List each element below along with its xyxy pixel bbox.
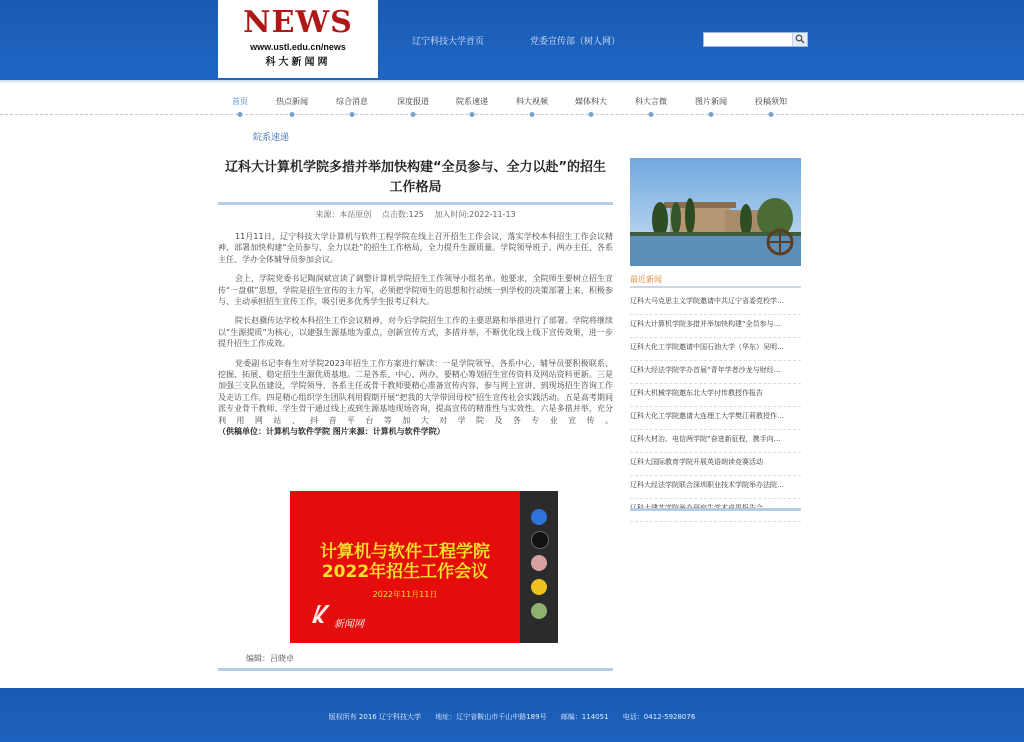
nav-item-in-depth[interactable]: 深度报道 xyxy=(397,97,429,106)
nav-dot xyxy=(769,112,774,117)
logo-news-text: NEWS xyxy=(243,5,353,40)
nav-item-weibo[interactable]: 科大言微 xyxy=(635,97,667,106)
recent-news-item[interactable]: 辽科大马克思主义学院邀请中共辽宁省委党校学… xyxy=(630,292,801,315)
nav-item-media[interactable]: 媒体科大 xyxy=(575,97,607,106)
article-paragraph xyxy=(218,358,613,438)
nav-dot xyxy=(350,112,355,117)
recent-news-item[interactable]: 辽科大化工学院邀请中国石油大学（华东）吴明… xyxy=(630,338,801,361)
article-credit: （供稿单位：计算机与软件学院 图片来源：计算机与软件学院） xyxy=(218,427,445,437)
article-editor: 编辑：吕晓卓 xyxy=(246,654,294,663)
recent-news-item[interactable]: 辽科大经法学院学办首届“青年学者沙龙与财经… xyxy=(630,361,801,384)
article-paragraph: 11月11日，辽宁科技大学计算机与软件工程学院在线上召开招生工作会议，落实学校本科招生工作会议精神，部署加快构建“全员参与、全力以赴”的招生工作格局，全力提升生源质量。学院领导班子、两办主任、各系主任、学办全体辅导员参加会议。 xyxy=(218,232,613,264)
nav-dot xyxy=(589,112,594,117)
nav-dot xyxy=(649,112,654,117)
nav-dot xyxy=(238,112,243,117)
nav-item-photo-news[interactable]: 图片新闻 xyxy=(695,97,727,106)
article-photo xyxy=(290,491,558,643)
participant-avatar xyxy=(531,603,547,619)
recent-news-list xyxy=(630,292,801,522)
nav-item-video[interactable]: 科大视频 xyxy=(516,97,548,106)
footer-phone: 电话：0412-5928076 xyxy=(622,713,696,721)
recent-news-item[interactable]: 辽科大机械学院邀东北大学付传教授作报告 xyxy=(630,384,801,407)
nav-dot xyxy=(411,112,416,117)
photo-title-line2: 2022年招生工作会议 xyxy=(321,562,489,582)
logo-site-name: 科大新闻网 xyxy=(265,57,331,68)
nav-dot xyxy=(530,112,535,117)
logo-url-text: www.ustl.edu.cn/news xyxy=(250,42,346,52)
site-footer xyxy=(0,688,1024,742)
recent-news-item[interactable]: 辽科大材冶、电信两学院“奋进新征程，携手向… xyxy=(630,430,801,453)
sidebar-heading: 最近新闻 xyxy=(630,275,662,284)
publicity-dept-link[interactable]: 党委宣传部（树人网） xyxy=(530,37,621,47)
photo-date: 2022年11月11日 xyxy=(372,590,438,599)
sidebar-divider xyxy=(630,286,801,288)
campus-photo xyxy=(630,158,801,266)
campus-landscape-image xyxy=(630,158,801,266)
participant-avatar xyxy=(531,579,547,595)
nav-dot xyxy=(709,112,714,117)
watermark-logo-icon xyxy=(310,603,334,625)
recent-news-item[interactable]: 辽科大化工学院邀请大连理工大学樊江莉教授作… xyxy=(630,407,801,430)
search-button[interactable] xyxy=(792,33,807,46)
photo-watermark: 新闻网 xyxy=(334,619,364,630)
participant-avatar xyxy=(531,555,547,571)
main-nav xyxy=(0,88,1024,114)
footer-address: 地址：辽宁省鞍山市千山中路189号 xyxy=(435,713,547,721)
article-meta xyxy=(218,209,613,220)
participant-avatar xyxy=(531,509,547,525)
site-logo[interactable] xyxy=(218,0,378,78)
article-header xyxy=(218,158,613,198)
sidebar-bottom-divider xyxy=(630,508,801,511)
recent-news-item[interactable]: 辽科大计算机学院多措并举加快构建“全员参与… xyxy=(630,315,801,338)
nav-divider xyxy=(0,114,1024,115)
article-body xyxy=(218,231,613,446)
meta-source: 来源：本站原创 xyxy=(315,210,372,219)
nav-item-general-news[interactable]: 综合消息 xyxy=(336,97,368,106)
nav-item-departments[interactable]: 院系速递 xyxy=(456,97,488,106)
site-header xyxy=(0,0,1024,80)
header-shadow xyxy=(0,80,1024,84)
recent-news-item[interactable]: 辽科大经法学院联合深圳职业技术学院举办法院… xyxy=(630,476,801,499)
recent-news-item[interactable]: 辽科大国际教育学院开展英语朗读竞赛活动 xyxy=(630,453,801,476)
nav-item-home[interactable]: 首页 xyxy=(232,97,248,106)
participant-avatar xyxy=(531,531,549,549)
footer-info xyxy=(0,712,1024,722)
university-home-link[interactable]: 辽宁科技大学首页 xyxy=(412,37,485,47)
article-paragraph: 院长赵骥传达学校本科招生工作会议精神，对今后学院招生工作的主要思路和举措进行了部署。学院将继续以“生源提质”为核心，以建强生源基地为重点，创新宣传方式，多措并举，不断优化线上线下宣传效果，进一步提升招生工作成效。 xyxy=(218,316,613,349)
meta-hits: 点击数:125 xyxy=(381,210,424,219)
meta-time: 加入时间:2022-11-13 xyxy=(434,210,516,219)
article-bottom-divider xyxy=(218,668,613,671)
nav-item-hot-news[interactable]: 热点新闻 xyxy=(276,97,308,106)
search-icon xyxy=(795,34,805,44)
title-divider xyxy=(218,202,613,205)
photo-title-line1: 计算机与软件工程学院 xyxy=(320,542,490,562)
nav-dot xyxy=(470,112,475,117)
footer-copyright: 版权所有 2016 辽宁科技大学 xyxy=(328,713,421,721)
paragraph-text: 党委副书记李春生对学院2023年招生工作方案进行解读：一是学院领导、各系中心、辅导员要积极联系、挖掘、拓展、稳定招生生源优质基地。二是各系、中心、两办，要精心筹划招生宣传资料及网站资料更新。三是加强三支队伍建设，学院领导、各系主任或骨干教师要精心准备宣传内容，参与网上宣讲、到现场招生咨询工作及走访工作。四是精心组织学生团队利用假期开展“把我的大学带回母校”招生宣传社会实践活动。五是高考期间派专业骨干教师、学生骨干通过线上或到生源基地现场咨询，提高宣传的精准性与实效性。六是多措并举，充分利用网站、抖音平台等加大对学院及各专业宣传。 xyxy=(218,358,613,425)
search-box xyxy=(703,32,808,47)
article-title: 辽科大计算机学院多措并举加快构建“全员参与、全力以赴”的招生工作格局 xyxy=(224,160,607,195)
nav-dot xyxy=(290,112,295,117)
article-paragraph: 会上，学院党委书记陶润斌宣读了调整计算机学院招生工作领导小组名单。他要求，全院师生要树立招生宣传“一盘棋”思想，学院是招生宣传的主力军，必须把学院师生的思想和行动统一到学校的决策部署上来，积极参与、主动承担招生宣传工作，吸引更多优秀学生报考辽科大。 xyxy=(218,274,613,307)
footer-postcode: 邮编：114051 xyxy=(560,713,609,721)
nav-item-submission[interactable]: 投稿须知 xyxy=(755,97,787,106)
search-input[interactable] xyxy=(704,33,792,46)
meeting-participants-panel xyxy=(520,491,558,643)
breadcrumb[interactable]: 院系速递 xyxy=(253,133,290,143)
